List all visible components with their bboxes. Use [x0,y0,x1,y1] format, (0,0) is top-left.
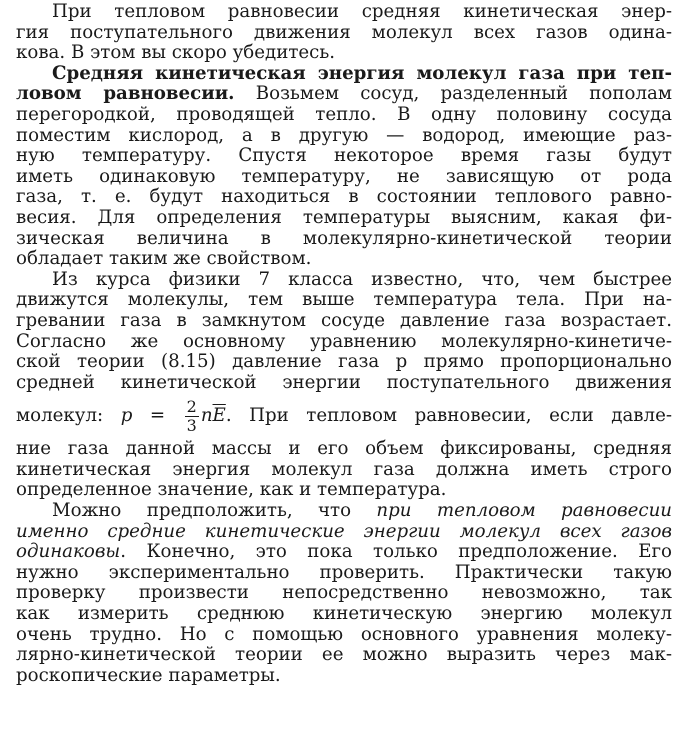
paragraph-2 [16,64,672,270]
text-fragment: Возьмем сосуд, разделенный пополам [234,84,672,105]
paragraph-3 [16,270,672,501]
text-line: перегородкой, проводящей тепло. В одну половину сосуда [16,104,672,125]
text-line: движутся молекулы, тем выше температура тела. При на- [16,290,672,311]
italic-text: при тепловом равновесии [376,501,672,522]
text-line: весия. Для определения температуры выясним, какая фи- [16,207,672,228]
formula-fraction [185,398,199,435]
formula-line [16,393,672,439]
text-line: поместим кислород, а в другую — водород, имеющие раз- [16,125,672,146]
fraction-numerator: 2 [186,396,197,416]
paragraph-1 [16,2,672,64]
text-line [16,84,672,105]
text-line: определенное значение, как и температура. [16,480,447,501]
text-fragment: Можно предположить, что [52,501,377,522]
text-line: гия поступательного движения молекул всех газов одина- [16,22,672,43]
italic-text: одинаковы [16,542,121,563]
text-line: средней кинетической энергии поступательного движения [16,372,672,393]
text-line [16,501,672,522]
section-heading-end: ловом равновесии. [16,84,235,105]
text-line: Согласно же основному уравнению молекулярно-кинетиче- [16,331,672,352]
text-line: проверку произвести непосредственно невозможно, так [16,583,672,604]
text-line: кова. В этом вы скоро убедитесь. [16,43,336,64]
text-line: ние газа данной массы и его объем фиксированы, средняя [16,439,672,460]
text-line: роскопические параметры. [16,665,281,686]
text-line: ную температуру. Спустя некоторое время газы будут [16,146,672,167]
fraction-denominator: 3 [186,415,197,435]
text-fragment: молекул: [16,405,121,427]
paragraph-4 [16,501,672,686]
text-line: обладает таким же свойством. [16,249,312,270]
textbook-page [16,2,672,686]
text-line: Из курса физики 7 класса известно, что, чем быстрее [52,269,672,290]
text-fragment: . При тепловом равновесии, если давле- [225,405,672,427]
formula-var-p: p [120,405,133,427]
italic-text: именно средние кинетические энергии молекул всех газов [16,521,672,542]
text-line [16,542,672,563]
formula-equals: = [132,405,183,427]
text-line: При тепловом равновесии средняя кинетическая энер- [52,2,672,22]
formula-var-n: n [200,405,213,427]
text-line: очень трудно. Но с помощью основного уравнения молеку- [16,624,672,645]
section-heading: Средняя кинетическая энергия молекул газа при теп- [52,63,672,84]
text-fragment: . Конечно, это пока только предположение. Его [120,542,672,563]
text-line: кинетическая энергия молекул газа должна иметь строго [16,459,672,480]
text-line: газа, т. е. будут находиться в состоянии теплового равно- [16,187,672,208]
text-line: лярно-кинетической теории ее можно выразить через мак- [16,645,672,666]
text-line: иметь одинаковую температуру, не зависящую от рода [16,166,672,187]
formula-var-E-bar: $\overline{E}$ [212,405,226,427]
text-line: гревании газа в замкнутом сосуде давление газа возрастает. [16,310,672,331]
text-line: нужно экспериментально проверить. Практически такую [16,562,672,583]
text-line: ской теории (8.15) давление газа p прямо пропорционально [16,352,672,373]
text-line: зическая величина в молекулярно-кинетической теории [16,228,672,249]
text-line: как измерить среднюю кинетическую энергию молекул [16,604,672,625]
